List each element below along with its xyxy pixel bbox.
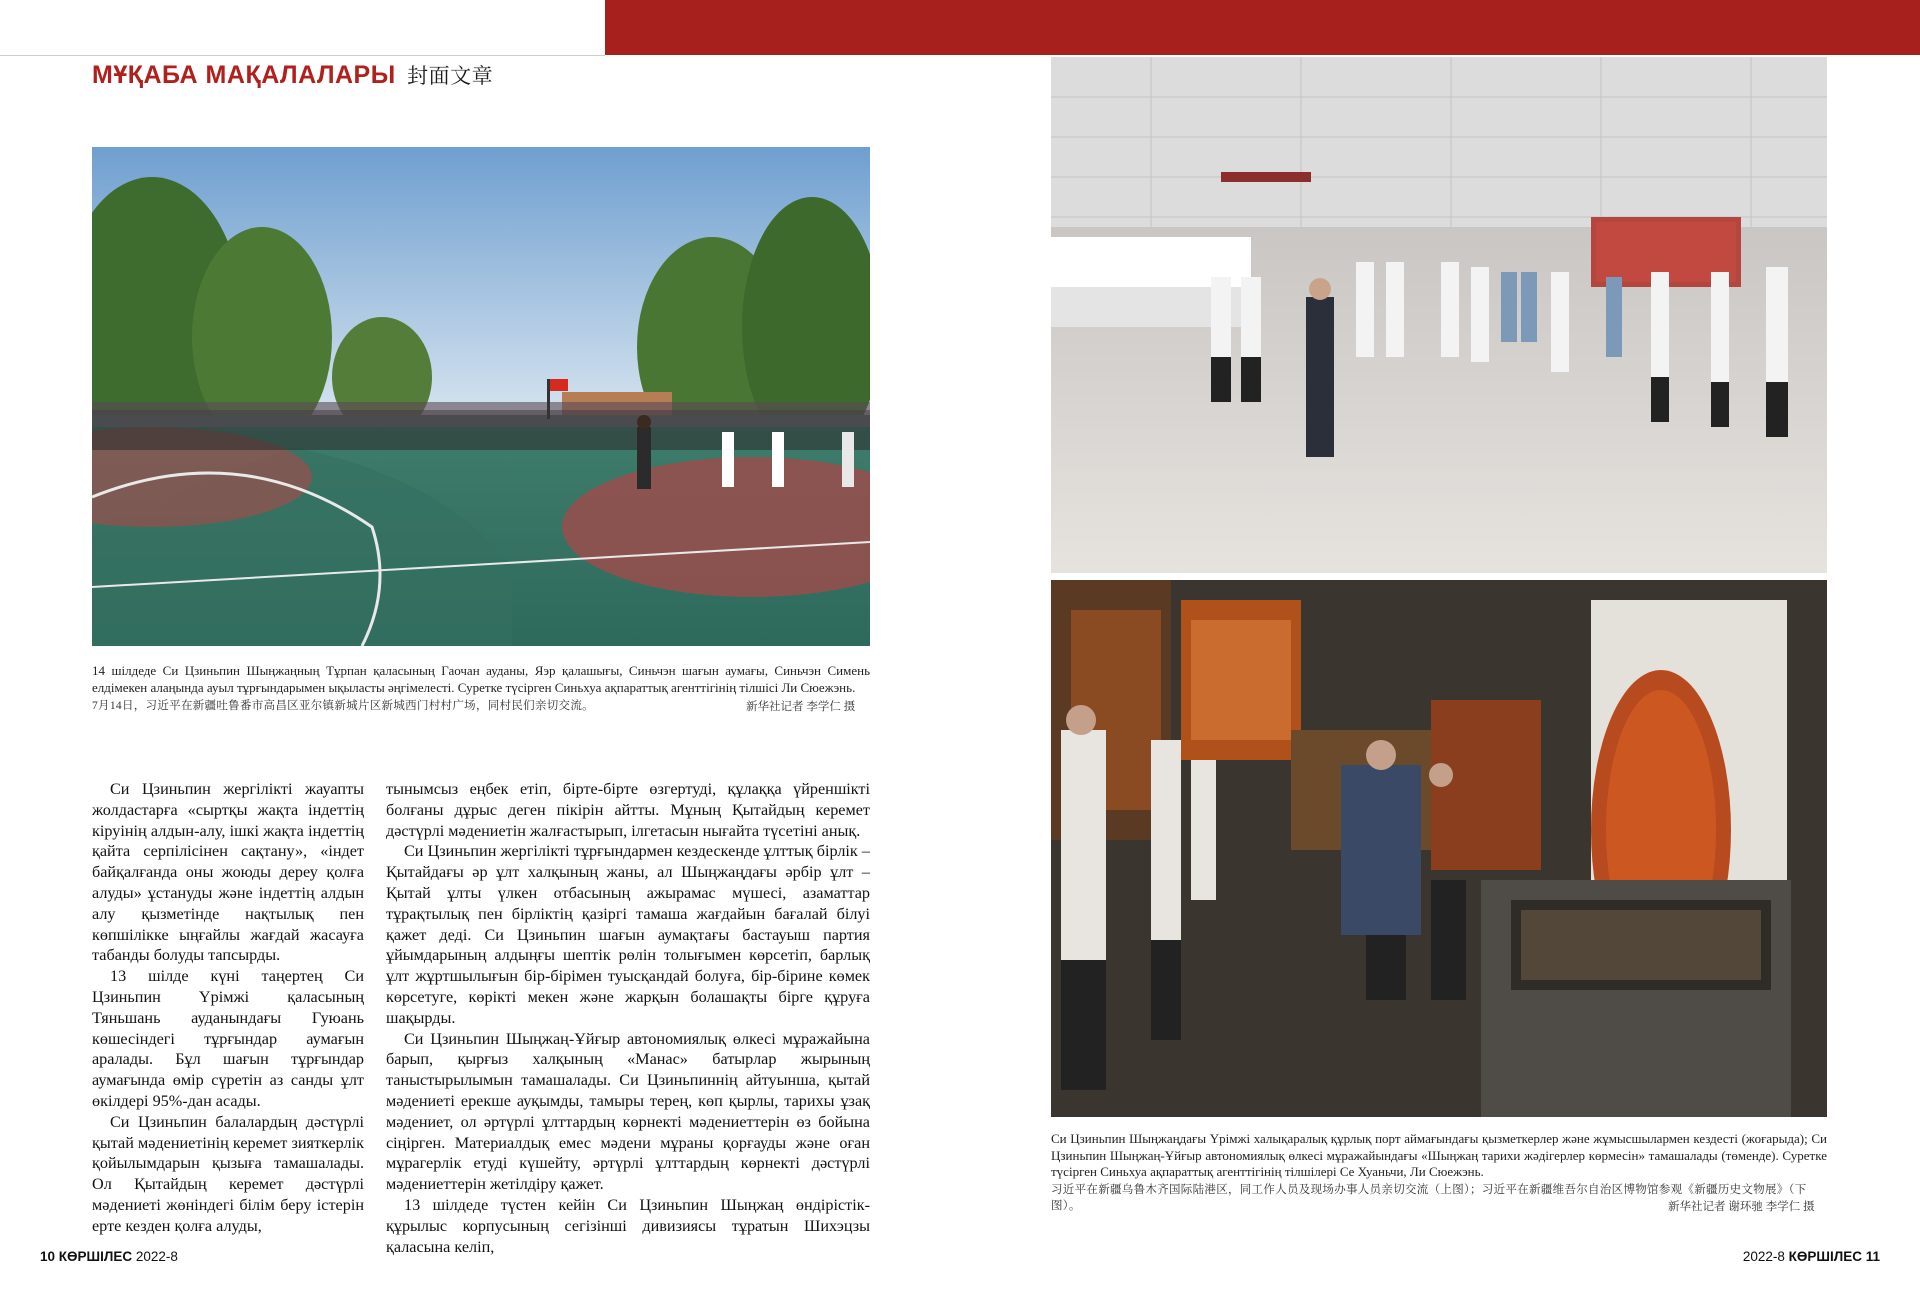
paragraph: Си Цзиньпин Шыңжаң-Ұйғыр автономиялық өлкесі мұражайына барып, қырғыз халқының «Манас» батырлар жырының таныстырылымын тамашалады. Си Цзиньпиннің айтуынша, қытай мәдениеті ерекше ауқымды, тамыры терең, көп қырлы, тарихы ұзақ мәдениет, ол әртүрлі ұлттардың көрнекті мәдениеттерін өз бойына сіңірген. Материалдық емес мәдени мұраны қорғауды және оған мұрагерлік етуді күшейту, әртүрлі ұлттардың көрнекті дәстүрлі мәдениеттерін жетілдіру қажет. xyxy=(386,1029,870,1194)
paragraph: Си Цзиньпин жергілікті жауапты жолдастарға «сыртқы жақта індеттің кіруінің алдын-алу, ішкі жақта індеттің қайта серпілісінен сақтану», «індет байқалғанда оны жоюды дереу қолға алуды» ұстануды және індеттің алдын алу қызметінде нақтылық пен көпшілікке ыңғайлы жағдай жасауға табанды болуды тапсырды. xyxy=(92,780,364,965)
caption-top-left-cn: 7月14日，习近平在新疆吐鲁番市高昌区亚尔镇新城片区新城西门村村广场，同村民们亲切交流。 xyxy=(92,700,594,712)
photo-port-hall xyxy=(1051,57,1827,573)
issue-right: 2022-8 xyxy=(1742,1249,1785,1264)
caption-top-left: 14 шілдеде Си Цзиньпин Шыңжаңның Тұрпан қаласының Гаочан ауданы, Яэр қалашығы, Синьчэн шағын аумағы, Синьчэн Симень елдімекен алаңында ауыл тұрғындарымен ықыласты әңгімелесті. Суретке түсірген Синьхуа ақпараттық агенттігінің тілшісі Ли Сюежэнь. xyxy=(92,663,870,695)
magazine-name-left: КӨРШІЛЕС xyxy=(58,1249,133,1264)
section-title-cn: 封面文章 xyxy=(407,65,494,88)
credit-right: 新华社记者 谢环驰 李学仁 摄 xyxy=(1668,1201,1815,1213)
top-rule xyxy=(0,55,605,56)
magazine-name-right: КӨРШІЛЕС xyxy=(1788,1249,1862,1264)
body-column-2 xyxy=(386,779,870,1257)
paragraph: Си Цзиньпин жергілікті тұрғындармен кездескенде ұлттық бірлік – Қытайдағы әр ұлт халқының жаны, ал Шыңжаңдағы әрбір ұлт – Қытай ұлты үлкен отбасының ажырамас мүшесі, азаматтар тұрақтылық пен бірліктің қазіргі тамаша жағдайын бағалай білуі қажет деді. Си Цзиньпин шағын аумақтағы бастауыш партия ұйымдарының алдыңғы шептік рөлін толығымен көрсетіп, барлық ұлт жұртшылығын бір-бірімен туысқандай болуға, бір-бірине көмек көрсетуге, көрікті мекен және жарқын болашақты бірге құруға шақырды. xyxy=(386,842,870,1027)
section-title: МҰҚАБА МАҚАЛАЛАРЫ xyxy=(92,61,396,89)
issue-left: 2022-8 xyxy=(135,1249,178,1264)
photo-basketball-court xyxy=(92,147,870,646)
caption-right-cn: 习近平在新疆乌鲁木齐国际陆港区，同工作人员及现场办事人员亲切交流（上图）；习近平在新疆维吾尔自治区博物馆参观《新疆历史文物展》（下图）。 xyxy=(1051,1184,1807,1212)
paragraph: тынымсыз еңбек етіп, бірте-бірте өзгертуді, құлаққа үйреншікті болғаны дұрыс деген пікірін айтты. Мұның Қытайдың керемет дәстүрлі мәдениетін жалғастырып, ілгетасын нығайта түсетіні анық. xyxy=(386,780,870,840)
credit-top-left: 新华社记者 李学仁 摄 xyxy=(746,701,856,713)
body-column-1 xyxy=(92,779,364,1237)
top-red-bar xyxy=(605,0,1920,55)
photo-museum-exhibition xyxy=(1051,580,1827,1117)
paragraph: 13 шілде күні таңертең Си Цзиньпин Үрімжі қаласының Тяньшань ауданындағы Гуюань көшесіндегі тұрғындар аумағын аралады. Бұл шағын тұрғындар аумағында өмір сүретін аз санды ұлт өкілдері 95%-дан асады. xyxy=(92,967,364,1110)
page-number-left: 10 xyxy=(40,1249,56,1264)
caption-right: Си Цзиньпин Шыңжаңдағы Үрімжі халықаралық құрлық порт аймағындағы қызметкерлер және жұмысшылармен кездесті (жоғарыда); Си Цзиньпин Шыңжаң-Ұйғыр автономиялық өлкесі мұражайындағы «Шыңжаң тарихи жәдігерлер көрмесін» тамашалады (төменде). Суретке түсірген Синьхуа ақпараттық агенттігінің тілшілері Се Хуаньчи, Ли Сюежэнь. xyxy=(1051,1131,1827,1179)
page-number-right: 11 xyxy=(1865,1249,1880,1264)
section-header xyxy=(92,60,493,90)
paragraph: 13 шілдеде түстен кейін Си Цзиньпин Шыңжаң өндірістік-құрылыс корпусының сегізінші дивизиясы тұратын Шихэцзы қаласына келіп, xyxy=(386,1195,870,1256)
footer-left xyxy=(40,1249,178,1264)
paragraph: Си Цзиньпин балалардың дәстүрлі қытай мәдениетінің керемет зияткерлік қойылымдарын қызыға тамашалады. Ол Қытайдың керемет дәстүрлі мәдениеті жөніндегі білім беру істерін ерте кезден қолға алуды, xyxy=(92,1112,364,1235)
footer-right xyxy=(1743,1249,1880,1264)
